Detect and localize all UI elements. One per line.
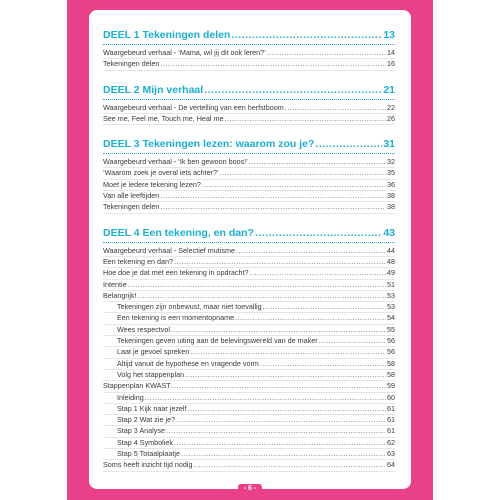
entry-page-number: 64 bbox=[387, 460, 395, 470]
toc-section bbox=[103, 29, 395, 71]
dot-leader bbox=[235, 313, 386, 323]
entry-title: Stap 2 Wat zie je? bbox=[117, 415, 176, 425]
entry-page-number: 48 bbox=[387, 256, 395, 266]
dot-leader bbox=[160, 191, 386, 201]
entry-title: Tekeningen geven uiting aan de belevingswereld van de maker bbox=[117, 336, 318, 346]
toc-entry[interactable] bbox=[103, 103, 395, 114]
dot-leader bbox=[319, 336, 386, 346]
entry-page-number: 61 bbox=[387, 426, 395, 436]
toc-entry[interactable] bbox=[103, 257, 395, 268]
toc-entry[interactable] bbox=[103, 404, 395, 415]
page-number: - 6 - bbox=[238, 484, 262, 493]
dot-leader bbox=[160, 59, 386, 69]
section-title: DEEL 1 Tekeningen delen bbox=[103, 29, 231, 41]
toc-entry[interactable] bbox=[103, 168, 395, 179]
toc-entry[interactable] bbox=[103, 313, 395, 324]
section-page-number: 13 bbox=[383, 29, 395, 41]
entry-page-number: 16 bbox=[387, 59, 395, 69]
toc-entry[interactable] bbox=[103, 381, 395, 392]
section-title: DEEL 4 Een tekening, en dan? bbox=[103, 226, 254, 239]
toc-entry[interactable] bbox=[103, 280, 395, 291]
dot-leader bbox=[236, 246, 386, 256]
entry-page-number: 44 bbox=[387, 245, 395, 255]
toc-entry[interactable] bbox=[103, 347, 395, 358]
section-heading[interactable] bbox=[103, 138, 395, 154]
entry-title: Volg het stappenplan bbox=[117, 369, 185, 379]
dot-leader bbox=[145, 393, 386, 403]
entry-title: Tekeningen zijn onbewust, maar niet toevallig bbox=[117, 302, 262, 312]
entry-page-number: 56 bbox=[387, 347, 395, 357]
dot-leader bbox=[174, 257, 386, 267]
toc-entry[interactable] bbox=[103, 291, 395, 302]
section-page-number: 21 bbox=[383, 83, 395, 96]
dot-leader bbox=[194, 460, 387, 470]
entry-page-number: 54 bbox=[387, 313, 395, 323]
dot-leader bbox=[260, 359, 386, 369]
entry-title: Stap 3 Analyse bbox=[117, 426, 165, 436]
dot-leader bbox=[172, 381, 386, 391]
entry-title: ‘Waarom zoek je overal iets achter?’ bbox=[103, 168, 219, 178]
toc-entry[interactable] bbox=[103, 246, 395, 257]
entry-title: Tekeningen delen bbox=[103, 202, 160, 212]
section-heading[interactable] bbox=[103, 84, 395, 100]
table-of-contents bbox=[103, 29, 395, 472]
entry-page-number: 14 bbox=[387, 48, 395, 57]
entry-title: Intentie bbox=[103, 279, 127, 289]
entry-title: Waargebeurd verhaal - De vertelling van een herfstboom bbox=[103, 102, 284, 112]
entry-page-number: 60 bbox=[387, 392, 395, 402]
dot-leader bbox=[225, 114, 386, 124]
entry-title: Een tekening is een momentopname bbox=[117, 313, 235, 323]
toc-entry[interactable] bbox=[103, 370, 395, 381]
entry-title: Altijd vanuit de hypothese en vragende vorm bbox=[117, 358, 259, 368]
entry-title: Waargebeurd verhaal - ‘Ik ben gewoon boos!’ bbox=[103, 157, 248, 167]
toc-entry[interactable] bbox=[103, 325, 395, 336]
dot-leader bbox=[255, 227, 382, 239]
toc-entry[interactable] bbox=[103, 460, 395, 471]
dot-leader bbox=[267, 48, 386, 58]
entry-page-number: 62 bbox=[387, 437, 395, 447]
entry-title: Soms heeft inzicht tijd nodig bbox=[103, 460, 193, 470]
dot-leader bbox=[185, 370, 386, 380]
dot-leader bbox=[263, 302, 386, 312]
section-heading[interactable] bbox=[103, 29, 395, 45]
entry-page-number: 49 bbox=[387, 268, 395, 278]
entry-title: Hoe doe je dat met een tekening in opdracht? bbox=[103, 268, 249, 278]
entry-title: Inleiding bbox=[117, 392, 144, 402]
dot-leader bbox=[181, 449, 386, 459]
toc-entry[interactable] bbox=[103, 449, 395, 460]
entry-page-number: 22 bbox=[387, 102, 395, 112]
toc-section bbox=[103, 138, 395, 213]
entry-page-number: 58 bbox=[387, 358, 395, 368]
toc-entry[interactable] bbox=[103, 336, 395, 347]
toc-section bbox=[103, 227, 395, 472]
entry-title: Waargebeurd verhaal - ‘Mama, wil jij dit ook leren?’ bbox=[103, 48, 266, 57]
entry-title: Een tekening en dan? bbox=[103, 256, 173, 266]
entry-title: Waargebeurd verhaal - Selectief mutisme bbox=[103, 245, 235, 255]
entry-title: Belangrijk! bbox=[103, 290, 137, 300]
page-footer bbox=[89, 484, 411, 493]
section-page-number: 43 bbox=[383, 226, 395, 239]
section-title: DEEL 2 Mijn verhaal bbox=[103, 83, 204, 96]
toc-entry[interactable] bbox=[103, 114, 395, 125]
dot-leader bbox=[128, 280, 386, 290]
entry-page-number: 51 bbox=[387, 279, 395, 289]
entry-title: Tekeningen delen bbox=[103, 59, 160, 69]
dot-leader bbox=[190, 347, 386, 357]
entry-page-number: 59 bbox=[387, 381, 395, 391]
entry-page-number: 36 bbox=[387, 179, 395, 189]
section-title: DEEL 3 Tekeningen lezen: waarom zou je? bbox=[103, 138, 315, 151]
toc-entry[interactable] bbox=[103, 180, 395, 191]
toc-entry[interactable] bbox=[103, 393, 395, 404]
entry-page-number: 32 bbox=[387, 157, 395, 167]
section-page-number: 31 bbox=[383, 138, 395, 151]
entry-page-number: 38 bbox=[387, 202, 395, 212]
dot-leader bbox=[176, 415, 386, 425]
entry-title: Stap 5 Totaalplaatje bbox=[117, 449, 181, 459]
toc-entry[interactable] bbox=[103, 202, 395, 213]
entry-title: Stappenplan KWAST bbox=[103, 381, 171, 391]
toc-entry[interactable] bbox=[103, 438, 395, 449]
dot-leader bbox=[231, 29, 382, 41]
entry-title: See me, Feel me, Touch me, Heal me bbox=[103, 113, 224, 123]
toc-entry[interactable] bbox=[103, 59, 395, 70]
dot-leader bbox=[174, 438, 386, 448]
toc-entry[interactable] bbox=[103, 302, 395, 313]
entry-page-number: 35 bbox=[387, 168, 395, 178]
entry-page-number: 56 bbox=[387, 336, 395, 346]
dot-leader bbox=[171, 325, 386, 335]
entry-page-number: 61 bbox=[387, 403, 395, 413]
dot-leader bbox=[249, 157, 386, 167]
toc-entry[interactable] bbox=[103, 268, 395, 279]
entry-title: Stap 1 Kijk naar jezelf bbox=[117, 403, 187, 413]
entry-title: Wees respectvol bbox=[117, 324, 170, 334]
entry-title: Moet je iedere tekening lezen? bbox=[103, 179, 201, 189]
dot-leader bbox=[315, 138, 382, 150]
entry-page-number: 63 bbox=[387, 449, 395, 459]
dot-leader bbox=[204, 84, 382, 96]
entry-page-number: 38 bbox=[387, 191, 395, 201]
dot-leader bbox=[220, 168, 386, 178]
toc-entry[interactable] bbox=[103, 359, 395, 370]
entry-title: Van alle leeftijden bbox=[103, 191, 160, 201]
toc-entry[interactable] bbox=[103, 426, 395, 437]
dot-leader bbox=[138, 291, 386, 301]
toc-page bbox=[89, 10, 411, 492]
dot-leader bbox=[249, 268, 386, 278]
entry-page-number: 53 bbox=[387, 290, 395, 300]
toc-entry[interactable] bbox=[103, 48, 395, 59]
entry-page-number: 55 bbox=[387, 324, 395, 334]
toc-entry[interactable] bbox=[103, 415, 395, 426]
section-heading[interactable] bbox=[103, 227, 395, 243]
toc-entry[interactable] bbox=[103, 157, 395, 168]
toc-entry[interactable] bbox=[103, 191, 395, 202]
entry-page-number: 61 bbox=[387, 415, 395, 425]
dot-leader bbox=[202, 180, 386, 190]
entry-page-number: 58 bbox=[387, 369, 395, 379]
toc-section bbox=[103, 84, 395, 126]
dot-leader bbox=[188, 404, 386, 414]
entry-page-number: 53 bbox=[387, 302, 395, 312]
dot-leader bbox=[160, 202, 386, 212]
dot-leader bbox=[166, 426, 386, 436]
dot-leader bbox=[285, 103, 386, 113]
entry-title: Stap 4 Symboliek bbox=[117, 437, 173, 447]
entry-title: Laat je gevoel spreken bbox=[117, 347, 190, 357]
entry-page-number: 26 bbox=[387, 113, 395, 123]
